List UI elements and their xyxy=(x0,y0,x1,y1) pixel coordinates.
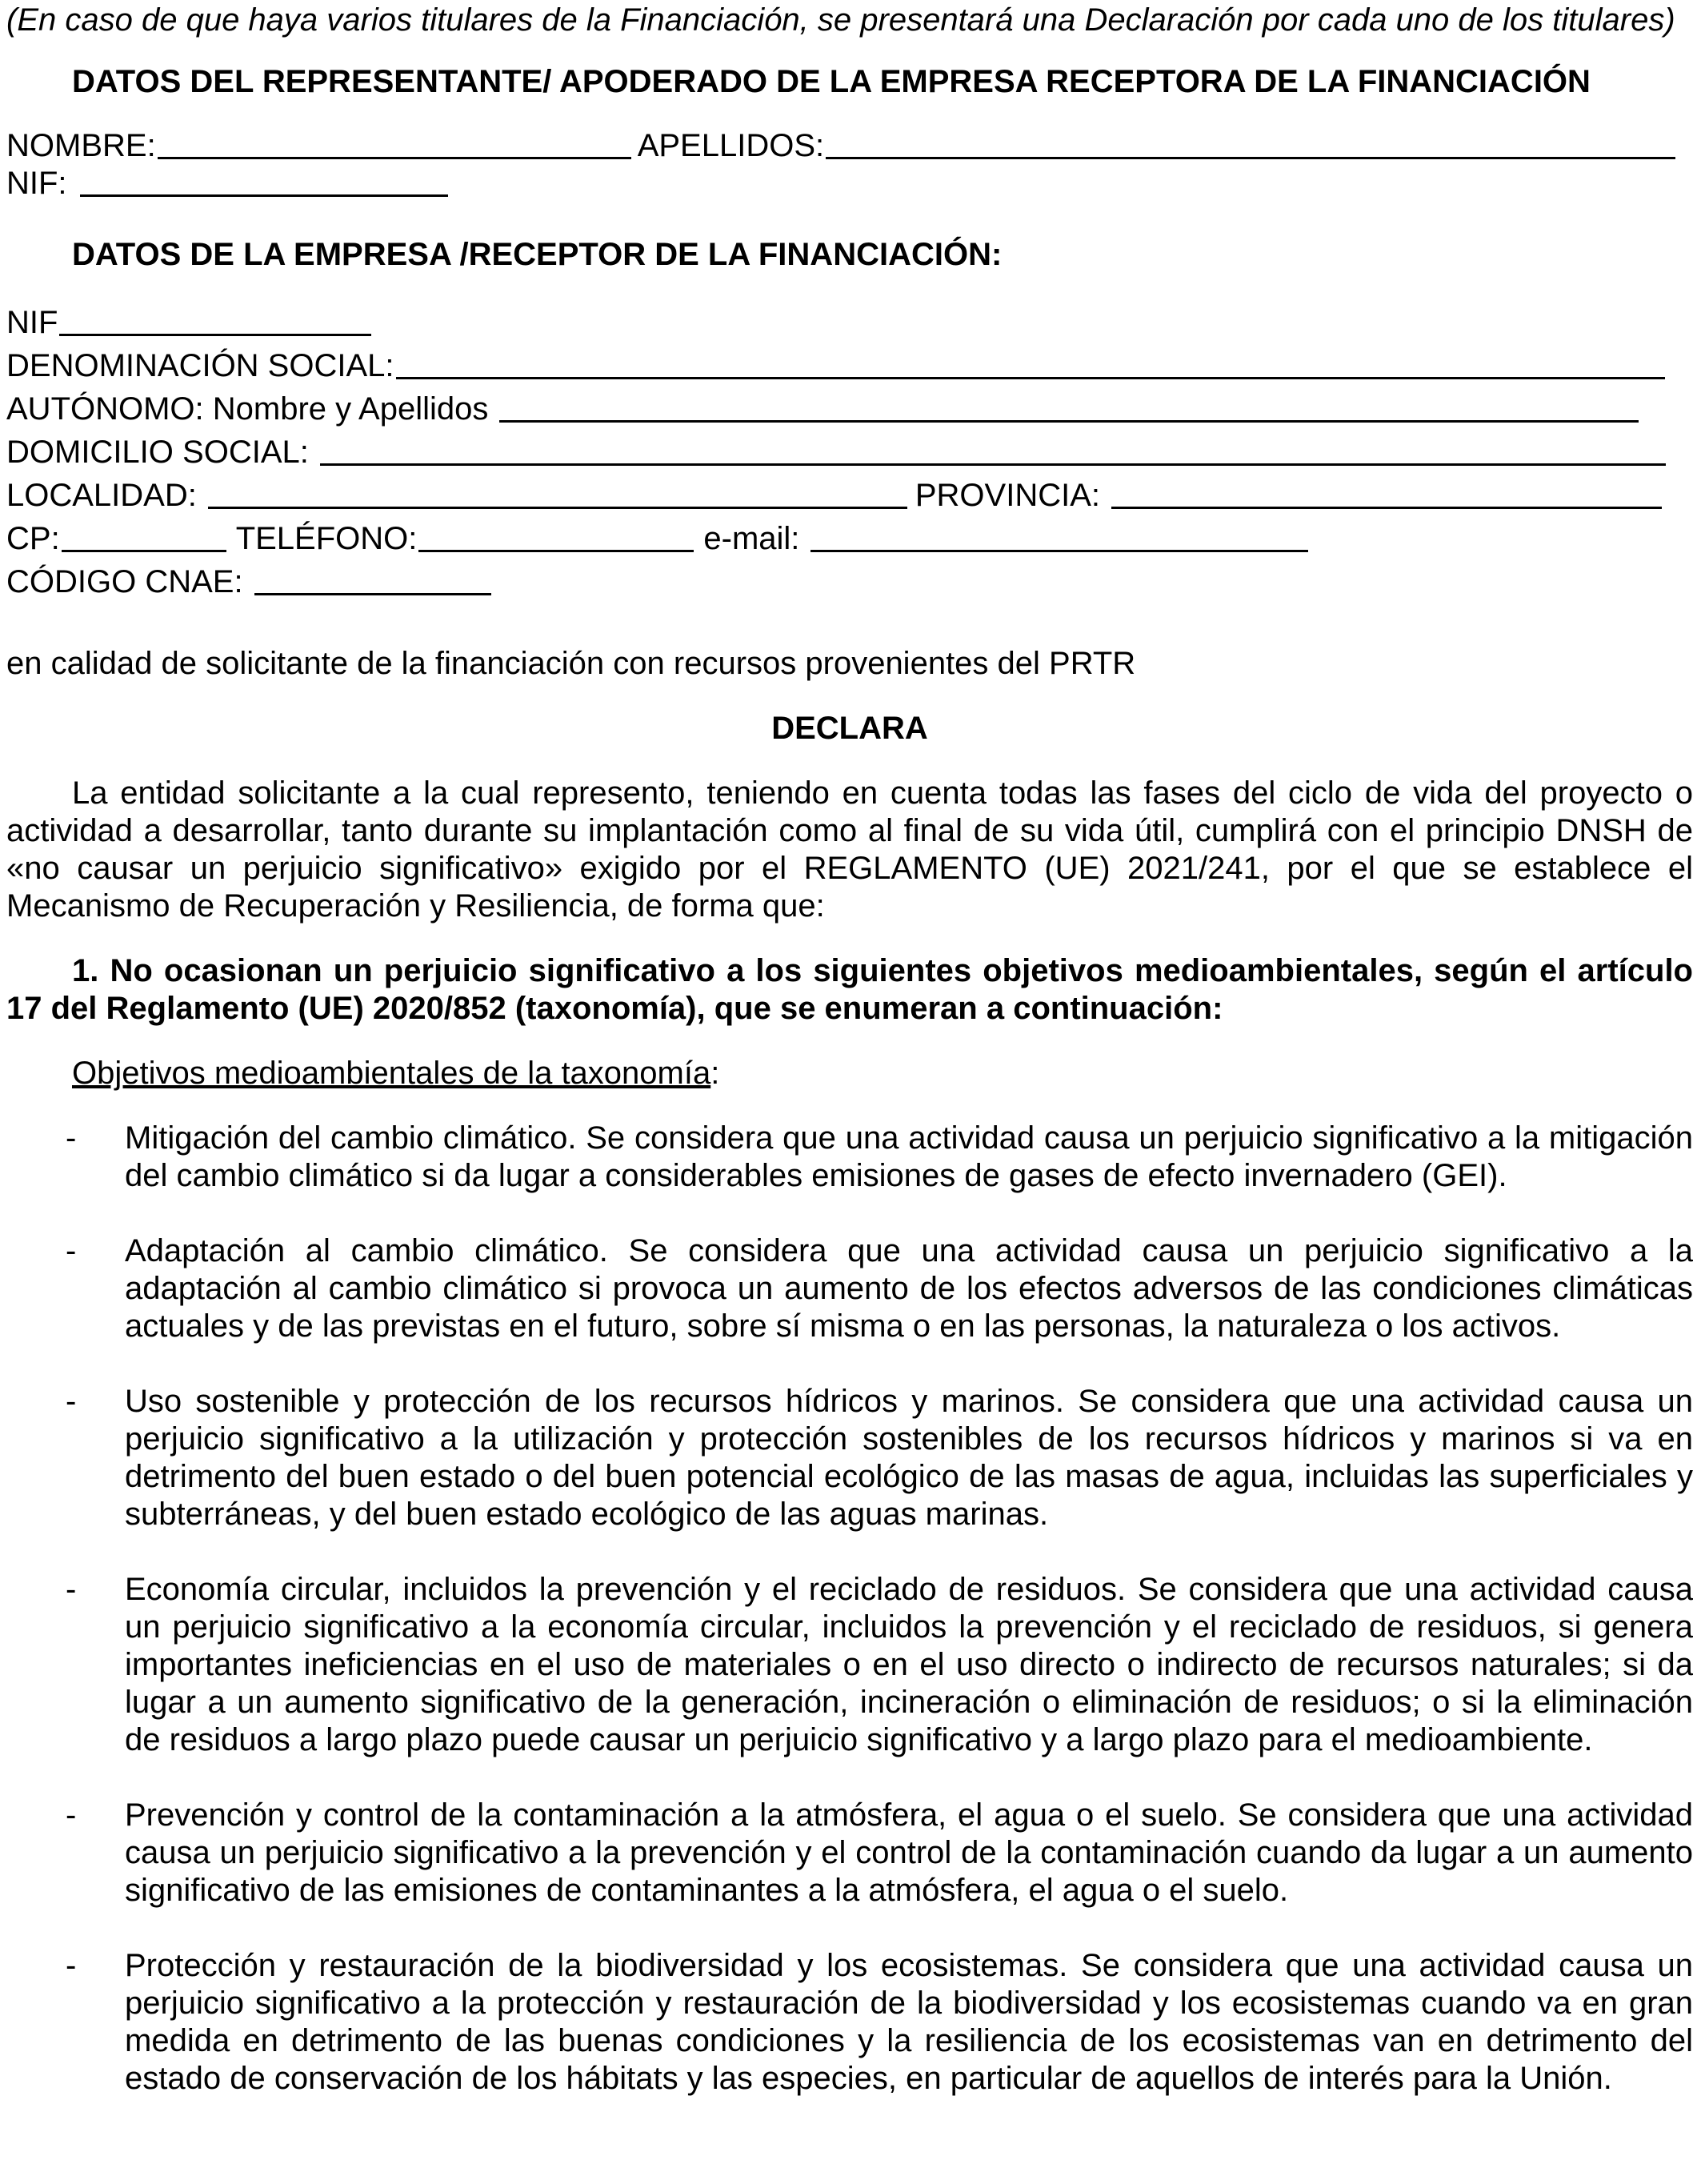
self-employed-label: AUTÓNOMO: Nombre y Apellidos xyxy=(6,391,489,427)
cnae-row xyxy=(6,563,1693,601)
email-label: e-mail: xyxy=(703,521,800,556)
point-1: 1. No ocasionan un perjuicio significativo a los siguientes objetivos medioambientales, según el artículo 17 del Reglamento (UE) 2020/852 (taxonomía), que se enumeran a continuación: xyxy=(6,953,1693,1026)
intro-note: (En caso de que haya varios titulares de la Financiación, se presentará una Declaración por cada uno de los titulares) xyxy=(6,2,1675,38)
list-item-text: Prevención y control de la contaminación a la atmósfera, el agua o el suelo. Se considera que una actividad causa un perjuicio significativo a la prevención y el control de la contaminación cuando da lugar a un aumento significativo de las emisiones de contaminantes a la atmósfera, el agua o el suelo. xyxy=(125,1797,1693,1908)
list-item xyxy=(6,1797,1693,1909)
list-item xyxy=(6,1120,1693,1195)
name-label: NOMBRE: xyxy=(6,128,156,163)
company-nif-row xyxy=(6,304,1693,342)
company-name-row xyxy=(6,347,1693,385)
representative-nif-label: NIF: xyxy=(6,166,67,201)
contact-row xyxy=(6,520,1693,558)
address-field[interactable] xyxy=(320,438,1666,466)
province-field[interactable] xyxy=(1111,481,1662,509)
self-employed-row xyxy=(6,391,1693,428)
email-field[interactable] xyxy=(810,524,1308,552)
list-item xyxy=(6,1947,1693,2098)
list-item xyxy=(6,1383,1693,1533)
capacity-statement: en calidad de solicitante de la financiación con recursos provenientes del PRTR xyxy=(6,646,1136,681)
city-field[interactable] xyxy=(208,481,907,509)
list-item xyxy=(6,1232,1693,1345)
list-item-text: Economía circular, incluidos la prevención y el reciclado de residuos. Se considera que una actividad causa un perjuicio significativo a la economía circular, incluidos la prevención y el reciclado de residuos, si genera importantes ineficiencias en el uso de materiales o en el uso directo o indirecto de recursos naturales; si da lugar a un aumento significativo de la generación, incineración o eliminación de residuos; o si la eliminación de residuos a largo plazo puede causar un perjuicio significativo y a largo plazo para el medioambiente. xyxy=(125,1572,1693,1757)
phone-label: TELÉFONO: xyxy=(235,521,418,556)
list-item-text: Adaptación al cambio climático. Se considera que una actividad causa un perjuicio significativo a la adaptación al cambio climático si provoca un aumento de los efectos adversos de las condiciones climáticas actuales y de las previstas en el futuro, sobre sí misma o en las personas, la naturaleza o los activos. xyxy=(125,1233,1693,1344)
address-label: DOMICILIO SOCIAL: xyxy=(6,435,309,470)
list-dash: - xyxy=(66,1384,77,1419)
declares-heading: DECLARA xyxy=(771,711,928,746)
company-name-label: DENOMINACIÓN SOCIAL: xyxy=(6,348,394,383)
list-item-text: Mitigación del cambio climático. Se considera que una actividad causa un perjuicio significativo a la mitigación del cambio climático si da lugar a considerables emisiones de gases de efecto invernadero (GEI). xyxy=(125,1120,1693,1193)
declaration-paragraph: La entidad solicitante a la cual represento, teniendo en cuenta todas las fases del ciclo de vida del proyecto o actividad a desarrollar, tanto durante su implantación como al final de su vida útil, cumplirá con el principio DNSH de «no causar un perjuicio significativo» exigido por el REGLAMENTO (UE) 2021/241, por el que se establece el Mecanismo de Recuperación y Resiliencia, de forma que: xyxy=(6,775,1693,924)
objectives-title-text: Objetivos medioambientales de la taxonomía xyxy=(72,1056,711,1091)
representative-nif-field[interactable] xyxy=(80,169,448,197)
self-employed-field[interactable] xyxy=(499,395,1639,423)
cnae-field[interactable] xyxy=(254,567,491,595)
list-dash: - xyxy=(66,1233,77,1268)
postal-code-field[interactable] xyxy=(62,524,226,552)
objectives-title-colon: : xyxy=(710,1056,720,1091)
objectives-list xyxy=(6,1120,1693,2098)
city-label: LOCALIDAD: xyxy=(6,478,197,513)
document-page xyxy=(6,0,1693,2135)
surname-label: APELLIDOS: xyxy=(637,128,825,163)
representative-heading: DATOS DEL REPRESENTANTE/ APODERADO DE LA EMPRESA RECEPTORA DE LA FINANCIACIÓN xyxy=(72,64,1591,99)
address-row xyxy=(6,434,1693,471)
postal-code-label: CP: xyxy=(6,521,60,556)
cnae-label: CÓDIGO CNAE: xyxy=(6,564,243,599)
phone-field[interactable] xyxy=(418,524,694,552)
list-dash: - xyxy=(66,1572,77,1607)
representative-name-row xyxy=(6,127,1693,165)
city-province-row xyxy=(6,477,1693,515)
representative-nif-row xyxy=(6,165,1693,202)
company-nif-label: NIF xyxy=(6,305,58,340)
list-dash: - xyxy=(66,1797,77,1833)
list-item-text: Protección y restauración de la biodiversidad y los ecosistemas. Se considera que una actividad causa un perjuicio significativo a la protección y restauración de la biodiversidad y los ecosistemas cuando va en gran medida en detrimento de las buenas condiciones y la resiliencia de los ecosistemas van en detrimento del estado de conservación de los hábitats y las especies, en particular de aquellos de interés para la Unión. xyxy=(125,1948,1693,2096)
surname-field[interactable] xyxy=(826,131,1675,159)
company-nif-field[interactable] xyxy=(59,308,371,336)
list-item-text: Uso sostenible y protección de los recursos hídricos y marinos. Se considera que una actividad causa un perjuicio significativo a la utilización y protección sostenibles de los recursos hídricos y marinos si va en detrimento del buen estado o del buen potencial ecológico de las masas de agua, incluidas las superficiales y subterráneas, y del buen estado ecológico de las aguas marinas. xyxy=(125,1384,1693,1532)
province-label: PROVINCIA: xyxy=(915,478,1101,513)
list-item xyxy=(6,1571,1693,1759)
company-heading: DATOS DE LA EMPRESA /RECEPTOR DE LA FINANCIACIÓN: xyxy=(72,237,1003,272)
company-name-field[interactable] xyxy=(396,351,1665,379)
list-dash: - xyxy=(66,1120,77,1156)
name-field[interactable] xyxy=(158,131,631,159)
list-dash: - xyxy=(66,1948,77,1983)
objectives-title xyxy=(6,1055,1693,1092)
